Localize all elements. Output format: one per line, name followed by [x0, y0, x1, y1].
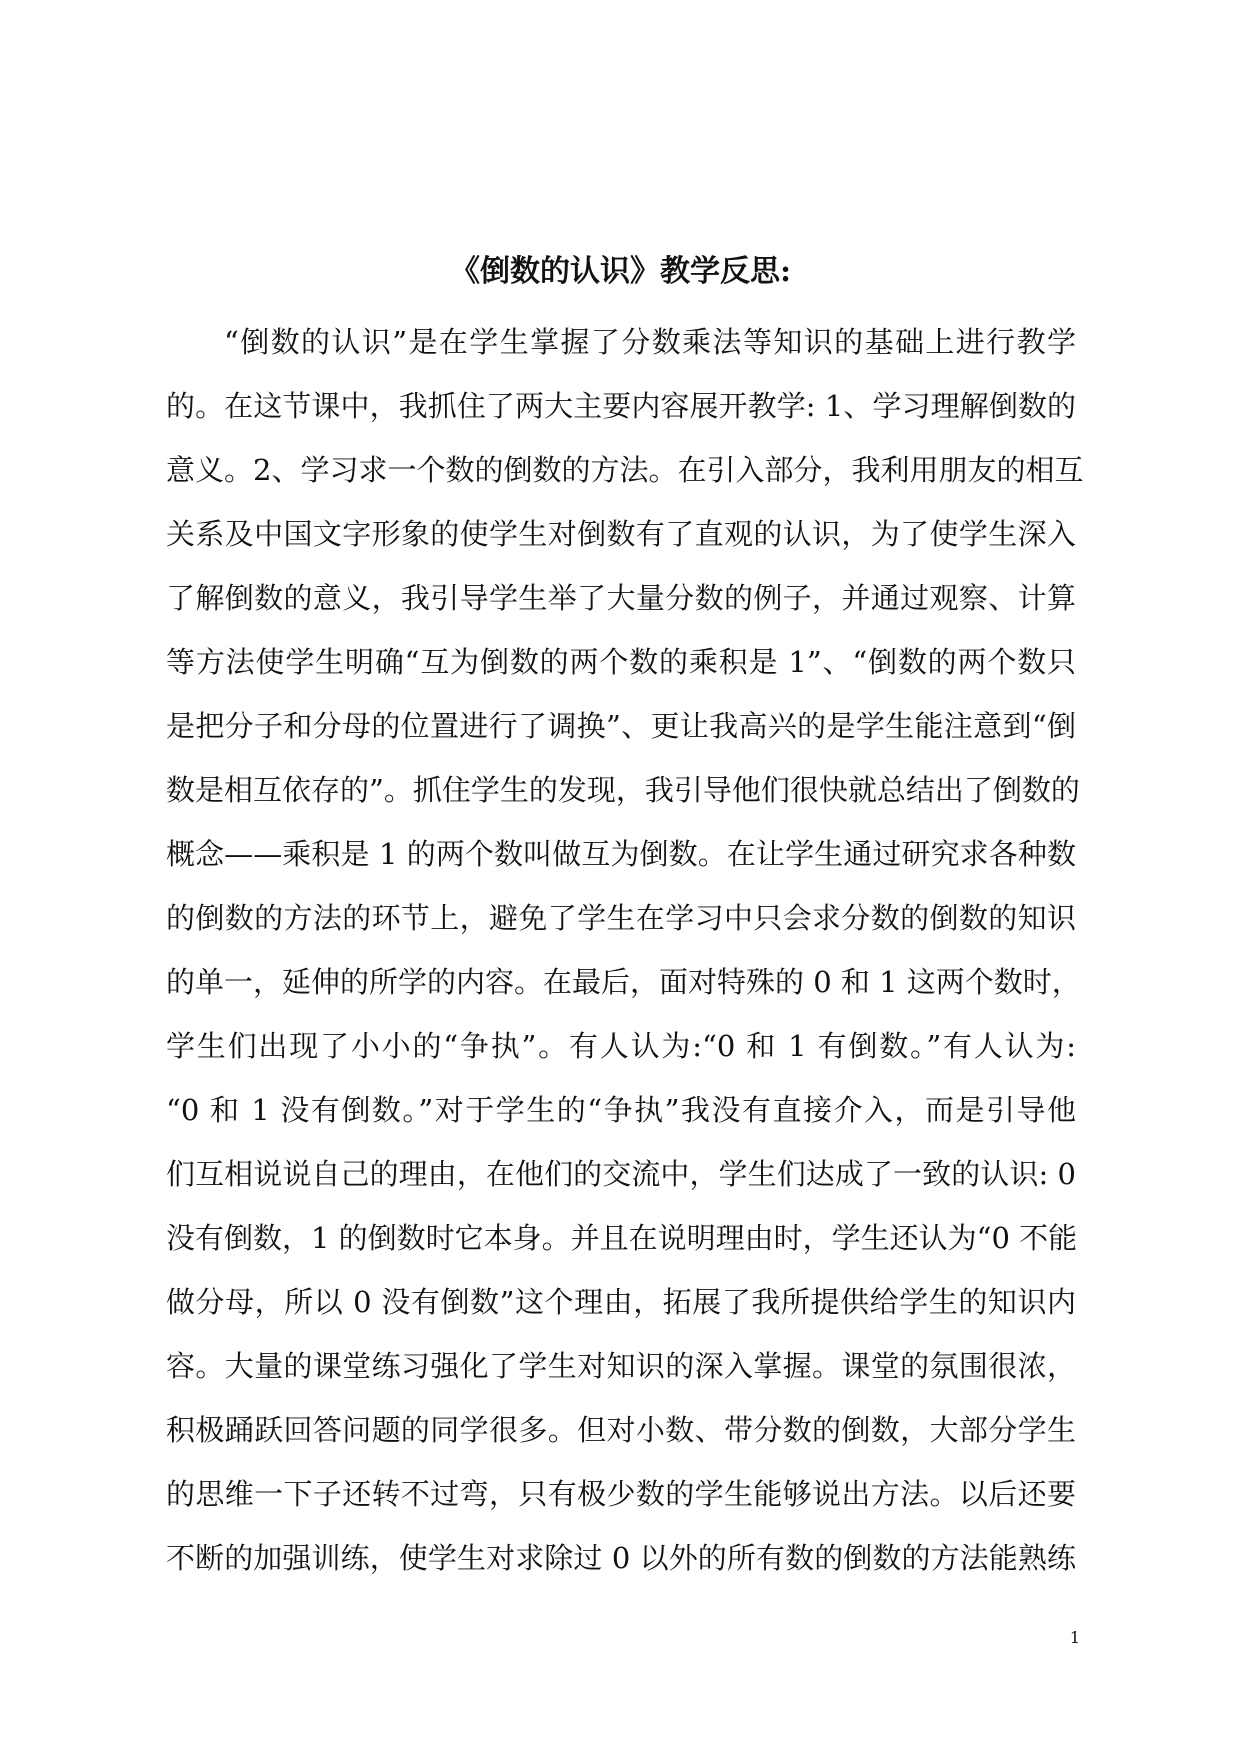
text-line: 没有倒数，1 的倒数时它本身。并且在说明理由时，学生还认为“0 不能: [166, 1221, 1078, 1255]
text-line: 是把分子和分母的位置进行了调换”、更让我高兴的是学生能注意到“倒: [166, 709, 1076, 743]
text-line: 意义。2、学习求一个数的倒数的方法。在引入部分，我利用朋友的相互: [166, 453, 1084, 487]
text-line: 的单一，延伸的所学的内容。在最后，面对特殊的 0 和 1 这两个数时，: [166, 965, 1081, 999]
text-line: 积极踊跃回答问题的同学很多。但对小数、带分数的倒数，大部分学生: [166, 1413, 1076, 1447]
text-line: “倒数的认识”是在学生掌握了分数乘法等知识的基础上进行教学: [224, 325, 1076, 359]
page-number: 1: [1069, 1628, 1081, 1647]
text-line: 容。大量的课堂练习强化了学生对知识的深入掌握。课堂的氛围很浓，: [166, 1349, 1076, 1383]
document-title: 《倒数的认识》教学反思:: [449, 254, 792, 289]
text-line: 做分母，所以 0 没有倒数”这个理由，拓展了我所提供给学生的知识内: [166, 1285, 1076, 1319]
text-line: 概念——乘积是 1 的两个数叫做互为倒数。在让学生通过研究求各种数: [166, 837, 1076, 871]
text-line: 的思维一下子还转不过弯，只有极少数的学生能够说出方法。以后还要: [166, 1477, 1076, 1511]
text-line: 不断的加强训练，使学生对求除过 0 以外的所有数的倒数的方法能熟练: [166, 1541, 1076, 1575]
text-line: 数是相互依存的”。抓住学生的发现，我引导他们很快就总结出了倒数的: [166, 773, 1080, 807]
text-line: 的。在这节课中，我抓住了两大主要内容展开教学: 1、学习理解倒数的: [166, 389, 1076, 423]
text-line: “0 和 1 没有倒数。”对于学生的“争执”我没有直接介入，而是引导他: [166, 1093, 1076, 1127]
text-line: 们互相说说自己的理由，在他们的交流中，学生们达成了一致的认识: 0: [166, 1157, 1076, 1191]
text-line: 的倒数的方法的环节上，避免了学生在学习中只会求分数的倒数的知识: [166, 901, 1076, 935]
text-line: 等方法使学生明确“互为倒数的两个数的乘积是 1”、“倒数的两个数只: [166, 645, 1076, 679]
text-line: 了解倒数的意义，我引导学生举了大量分数的例子，并通过观察、计算: [166, 581, 1076, 615]
text-line: 关系及中国文字形象的使学生对倒数有了直观的认识，为了使学生深入: [166, 517, 1076, 551]
text-line: 学生们出现了小小的“争执”。有人认为:“0 和 1 有倒数。”有人认为:: [166, 1029, 1076, 1063]
document-body: [166, 310, 1084, 1590]
